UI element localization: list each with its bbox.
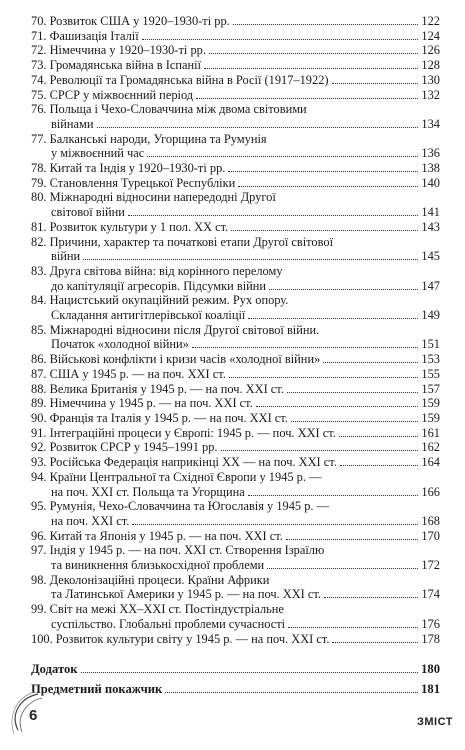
dot-leader (267, 568, 418, 569)
dot-leader (229, 377, 419, 378)
toc-entry (31, 132, 440, 161)
toc-entry-line (31, 308, 440, 323)
toc-page-number: 176 (421, 616, 440, 631)
dot-leader (248, 495, 419, 496)
toc-entry-text: 92. Розвиток СРСР у 1945–1991 рр. (31, 440, 218, 455)
toc-entry-text: 93. Російська Федерація наприкінці XX — на поч. XXI ст. (31, 455, 337, 470)
toc-entry-line (31, 161, 440, 176)
toc-entry (31, 367, 440, 382)
toc-entry-line (31, 205, 440, 220)
toc-entry-text: 74. Революції та Громадянська війна в Росії (1917–1922) (31, 72, 329, 87)
toc-entry (31, 293, 440, 322)
toc-entry-text: 73. Громадянська війна в Іспанії (31, 58, 201, 73)
toc-entry-line (31, 14, 440, 29)
toc-entry-line (31, 587, 440, 602)
toc-page-number: 149 (421, 308, 440, 323)
toc-entry-text: Предметний покажчик (31, 682, 163, 697)
toc-entry-line (31, 220, 440, 235)
toc-entry (31, 632, 440, 647)
toc-entry-text: 77. Балканські народи, Угорщина та Румунія (31, 131, 267, 146)
toc-page-number: 166 (421, 484, 440, 499)
toc-entry-text: 97. Індія у 1945 р. — на поч. XXI ст. Створення Ізраїлю (31, 543, 325, 558)
toc-entry (31, 29, 440, 44)
toc-entry (31, 499, 440, 528)
toc-entry-text: 87. США у 1945 р. — на поч. XXI ст. (31, 366, 226, 381)
toc-entry-text: 81. Розвиток культури у 1 пол. XX ст. (31, 219, 229, 234)
toc-entry (31, 382, 440, 397)
toc-entry-line (31, 58, 440, 73)
toc-page-number: 168 (421, 513, 440, 528)
page-number: 6 (29, 707, 38, 724)
toc-entry-line (31, 426, 440, 441)
dot-leader (233, 24, 419, 25)
dot-leader (324, 597, 418, 598)
toc-entry-line (31, 455, 440, 470)
dot-leader (204, 68, 418, 69)
toc-entry (31, 220, 440, 235)
dot-leader (209, 53, 418, 54)
toc-entry (31, 176, 440, 191)
toc-entries (31, 14, 440, 646)
toc-entry (31, 411, 440, 426)
toc-entry-text: 84. Нацистський окупаційний режим. Рух опору. (31, 293, 289, 308)
toc-appendix-entry (31, 659, 440, 679)
toc-page-number: 132 (421, 87, 440, 102)
section-title: ЗМІСТ (417, 716, 453, 728)
toc-entry-text: 98. Деколонізаційні процеси. Країни Африки (31, 572, 270, 587)
toc-entry-text: 90. Франція та Італія у 1945 р. — на поч. XXI ст. (31, 410, 288, 425)
dot-leader (256, 406, 419, 407)
toc-entry-text: на поч. XXI ст. Польща та Угорщина (51, 484, 245, 499)
toc-entry-text: 89. Німеччина у 1945 р. — на поч. XXI ст. (31, 396, 253, 411)
dot-leader (196, 98, 418, 99)
dot-leader (286, 539, 419, 540)
toc-entry-line (31, 558, 440, 573)
toc-entry (31, 161, 440, 176)
toc-entry-text: 85. Міжнародні відносини після Другої світової війни. (31, 322, 320, 337)
toc-page-number: 130 (421, 72, 440, 87)
toc-entry-text: Початок «холодної війни» (51, 337, 189, 352)
dot-leader (238, 186, 418, 187)
toc-entry (31, 264, 440, 293)
toc-entry-text: 100. Розвиток культури світу у 1945 р. — на поч. XXI ст. (31, 631, 330, 646)
toc-entry-text: війни (51, 249, 81, 264)
toc-entry-line (31, 367, 440, 382)
toc-page-number: 161 (421, 425, 440, 440)
section-gap (31, 646, 440, 659)
toc-page-number: 155 (421, 366, 440, 381)
toc-entry-text: Складання антигітлерівської коаліції (51, 308, 246, 323)
toc-entry-line (31, 659, 440, 679)
toc-entry (31, 43, 440, 58)
toc-entry-line (31, 617, 440, 632)
toc-entry-line (31, 396, 440, 411)
toc-entry-text: до капітуляції агресорів. Підсумки війни (51, 278, 267, 293)
toc-entry (31, 529, 440, 544)
toc-appendix-entry (31, 679, 440, 699)
toc-entry (31, 14, 440, 29)
toc-page-number: 128 (421, 58, 440, 73)
toc-entry (31, 235, 440, 264)
toc-entry-text: 75. СРСР у міжвоєнний період (31, 87, 194, 102)
toc-entry (31, 102, 440, 131)
toc-page-number: 126 (421, 43, 440, 58)
toc-entry-text: у міжвоєнний час (51, 146, 145, 161)
toc-entry-line (31, 514, 440, 529)
dot-leader (332, 642, 418, 643)
toc-entry-text: 80. Міжнародні відносини напередодні Другої (31, 190, 276, 205)
toc-entry-line (31, 88, 440, 103)
toc-page-number: 170 (421, 528, 440, 543)
toc-entry-text: суспільство. Глобальні проблеми сучасності (51, 616, 286, 631)
table-of-contents (31, 14, 440, 699)
toc-entry (31, 573, 440, 602)
toc-entry (31, 190, 440, 219)
toc-entry-line (31, 279, 440, 294)
dot-leader (142, 39, 419, 40)
toc-page-number: 134 (421, 116, 440, 131)
toc-entry-line (31, 679, 440, 699)
toc-page-number: 159 (421, 410, 440, 425)
toc-entry (31, 470, 440, 499)
toc-entry-text: 95. Румунія, Чехо-Словаччина та Югославія у 1945 р. — (31, 499, 330, 514)
dot-leader (340, 465, 419, 466)
toc-entry-line (31, 249, 440, 264)
toc-entry-text: війнами (51, 116, 94, 131)
toc-entry-line (31, 176, 440, 191)
toc-entry-text: 83. Друга світова війна: від корінного перелому (31, 263, 283, 278)
toc-page-number: 153 (421, 352, 440, 367)
toc-entry (31, 323, 440, 352)
toc-appendix (31, 659, 440, 699)
toc-page-number: 162 (421, 440, 440, 455)
toc-entry-line (31, 117, 440, 132)
toc-entry-line (31, 352, 440, 367)
toc-page-number: 140 (421, 175, 440, 190)
toc-page-number: 136 (421, 146, 440, 161)
toc-page-number: 181 (421, 682, 440, 697)
toc-page-number: 124 (421, 28, 440, 43)
toc-entry-line (31, 29, 440, 44)
dot-leader (269, 289, 418, 290)
toc-page-number: 122 (421, 14, 440, 28)
dot-leader (132, 524, 418, 525)
toc-page-number: 151 (421, 337, 440, 352)
toc-entry-text: та виникнення близькосхідної проблеми (51, 558, 265, 573)
toc-entry (31, 426, 440, 441)
toc-entry-line (31, 337, 440, 352)
toc-entry-line (31, 485, 440, 500)
toc-entry (31, 396, 440, 411)
toc-entry (31, 73, 440, 88)
dot-leader (147, 156, 418, 157)
toc-entry-text: 88. Велика Британія у 1945 р. — на поч. XXI ст. (31, 381, 284, 396)
dot-leader (231, 230, 418, 231)
toc-entry-text: 96. Китай та Японія у 1945 р. — на поч. XXI ст. (31, 528, 283, 543)
toc-entry-text: 86. Військові конфлікти і кризи часів «холодної війни» (31, 352, 321, 367)
toc-page-number: 159 (421, 396, 440, 411)
toc-page-number: 180 (421, 662, 440, 677)
dot-leader (128, 215, 418, 216)
toc-entry-text: 78. Китай та Індія у 1920–1930-ті рр. (31, 161, 226, 176)
toc-page-number: 157 (421, 381, 440, 396)
toc-entry-text: та Латинської Америки у 1945 р. — на поч. XXI ст. (51, 587, 321, 602)
toc-page-number: 172 (421, 558, 440, 573)
dot-leader (165, 692, 418, 693)
toc-entry-text: 76. Польща і Чехо-Словаччина між двома світовими (31, 102, 307, 117)
toc-entry-text: 94. Країни Центральної та Східної Європи у 1945 р. — (31, 469, 322, 484)
dot-leader (228, 171, 418, 172)
toc-entry (31, 88, 440, 103)
dot-leader (221, 450, 419, 451)
toc-entry-text: 71. Фашизація Італії (31, 28, 139, 43)
dot-leader (83, 259, 418, 260)
toc-entry (31, 440, 440, 455)
dot-leader (288, 627, 418, 628)
toc-page-number: 174 (421, 587, 440, 602)
dot-leader (287, 392, 419, 393)
dot-leader (332, 83, 419, 84)
toc-entry-text: на поч. XXI ст. (51, 513, 130, 528)
toc-entry (31, 602, 440, 631)
toc-page-number: 145 (421, 249, 440, 264)
dot-leader (291, 421, 419, 422)
toc-entry (31, 455, 440, 470)
toc-page-number: 147 (421, 278, 440, 293)
toc-entry-text: 70. Розвиток США у 1920–1930-ті рр. (31, 14, 230, 28)
toc-page-number: 164 (421, 455, 440, 470)
dot-leader (97, 127, 419, 128)
dot-leader (192, 347, 419, 348)
toc-entry-line (31, 43, 440, 58)
toc-page-number: 141 (421, 205, 440, 220)
toc-entry-line (31, 529, 440, 544)
toc-page-number: 143 (421, 219, 440, 234)
toc-entry-line (31, 382, 440, 397)
toc-entry (31, 58, 440, 73)
toc-entry-text: 99. Світ на межі XX–XXI ст. Постіндустріальне (31, 602, 284, 617)
toc-entry (31, 352, 440, 367)
toc-entry-line (31, 440, 440, 455)
toc-entry-text: 79. Становлення Турецької Республіки (31, 175, 236, 190)
toc-entry-text: 82. Причини, характер та початкові етапи Другої світової (31, 234, 334, 249)
dot-leader (339, 436, 419, 437)
toc-entry-text: 72. Німеччина у 1920–1930-ті рр. (31, 43, 206, 58)
toc-entry-text: Додаток (31, 662, 78, 677)
toc-entry-text: світової війни (51, 205, 125, 220)
toc-entry-text: 91. Інтеграційні процеси у Європі: 1945 р. — поч. XXI ст. (31, 425, 336, 440)
toc-entry-line (31, 411, 440, 426)
dot-leader (81, 672, 419, 673)
toc-entry-line (31, 73, 440, 88)
toc-entry-line (31, 632, 440, 647)
toc-entry (31, 543, 440, 572)
toc-page-number: 178 (421, 631, 440, 646)
dot-leader (323, 362, 418, 363)
toc-page-number: 138 (421, 161, 440, 176)
dot-leader (248, 318, 418, 319)
toc-entry-line (31, 146, 440, 161)
